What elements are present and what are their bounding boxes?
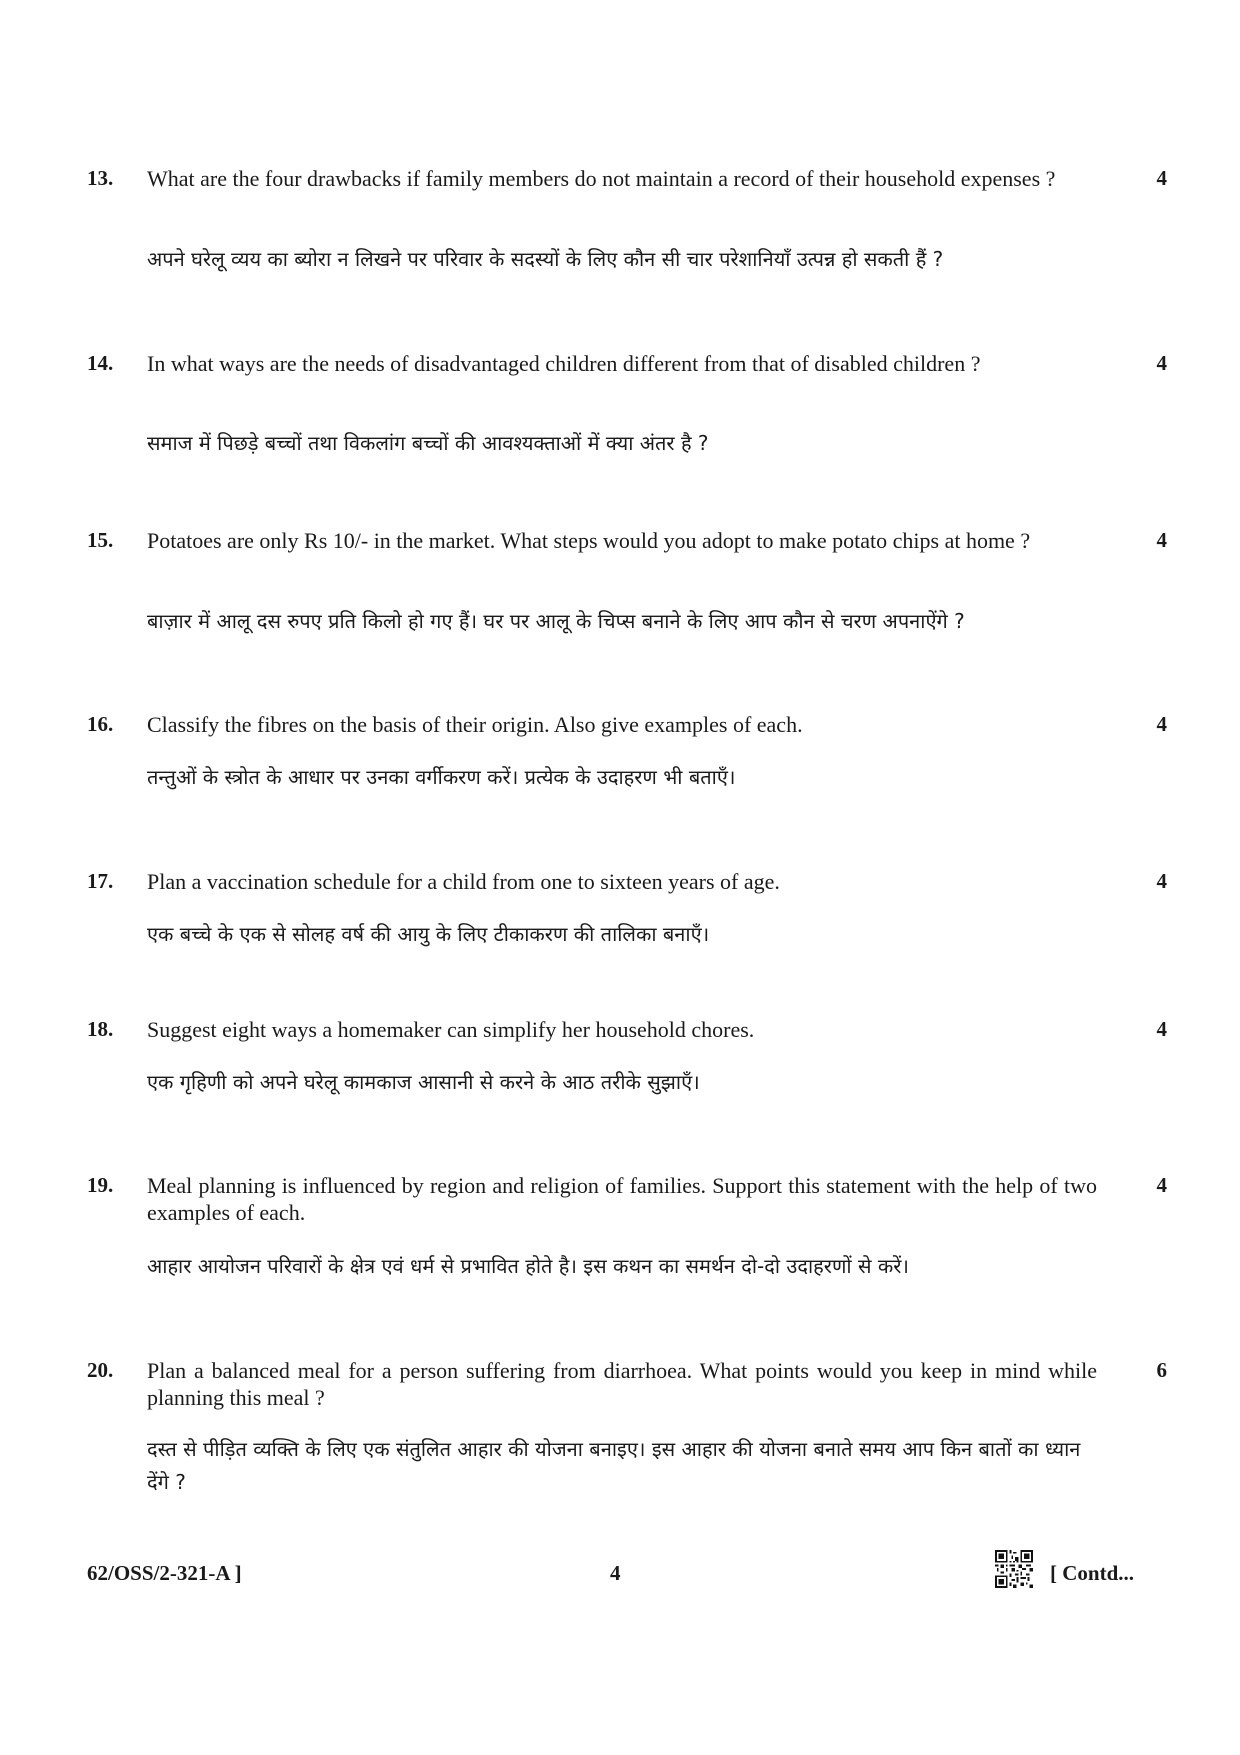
question-text-english: Potatoes are only Rs 10/- in the market. What steps would you adopt to make potato chips at home ? xyxy=(147,528,1031,553)
question-number: 20. xyxy=(87,1358,114,1382)
paper-code: 62/OSS/2-321-A ] xyxy=(87,1561,242,1585)
question-text-hindi: एक बच्चे के एक से सोलह वर्ष की आयु के लिए टीकाकरण की तालिका बनाएँ। xyxy=(147,922,710,946)
question-number: 18. xyxy=(87,1017,114,1041)
question-marks: 4 xyxy=(1156,712,1167,736)
question-marks: 4 xyxy=(1156,1173,1167,1197)
question-number: 15. xyxy=(87,528,114,552)
question-text-english: Suggest eight ways a homemaker can simplify her household chores. xyxy=(147,1017,755,1042)
question-text-hindi: बाज़ार में आलू दस रुपए प्रति किलो हो गए हैं। घर पर आलू के चिप्स बनाने के लिए आप कौन से चरण अपनाऐंगे ? xyxy=(147,609,965,633)
question-marks: 4 xyxy=(1156,1017,1167,1041)
question-text-english: What are the four drawbacks if family members do not maintain a record of their household expenses ? xyxy=(147,166,1056,191)
question-text-english: Plan a vaccination schedule for a child from one to sixteen years of age. xyxy=(147,869,780,894)
question-text-english: Plan a balanced meal for a person suffering from diarrhoea. What points would you keep in mind while planning this meal ? xyxy=(147,1358,1097,1410)
question-text-english: Classify the fibres on the basis of their origin. Also give examples of each. xyxy=(147,712,803,737)
page-number: 4 xyxy=(610,1561,621,1585)
question-marks: 4 xyxy=(1156,166,1167,190)
question-number: 17. xyxy=(87,869,114,893)
question-number: 16. xyxy=(87,712,114,736)
question-text-english: Meal planning is influenced by region and religion of families. Support this statement with the help of two examples of each. xyxy=(147,1173,1097,1225)
qr-code-icon xyxy=(995,1550,1033,1588)
question-marks: 4 xyxy=(1156,351,1167,375)
question-text-hindi: समाज में पिछड़े बच्चों तथा विकलांग बच्चों की आवश्यक्ताओं में क्या अंतर है ? xyxy=(147,431,709,455)
question-text-hindi: दस्त से पीड़ित व्यक्ति के लिए एक संतुलित आहार की योजना बनाइए। इस आहार की योजना बनाते समय आप किन बातों का ध्यान देंगे ? xyxy=(147,1437,1081,1494)
question-text-english: In what ways are the needs of disadvantaged children different from that of disabled children ? xyxy=(147,351,981,376)
question-number: 14. xyxy=(87,351,114,375)
question-text-hindi: तन्तुओं के स्त्रोत के आधार पर उनका वर्गीकरण करें। प्रत्येक के उदाहरण भी बताएँ। xyxy=(147,765,736,789)
question-number: 19. xyxy=(87,1173,114,1197)
continued-marker: [ Contd... xyxy=(1050,1561,1135,1585)
question-marks: 4 xyxy=(1156,869,1167,893)
question-text-hindi: एक गृहिणी को अपने घरेलू कामकाज आसानी से करने के आठ तरीके सुझाएँ। xyxy=(147,1070,700,1094)
question-text-hindi: आहार आयोजन परिवारों के क्षेत्र एवं धर्म से प्रभावित होते है। इस कथन का समर्थन दो-दो उदाहरणों से करें। xyxy=(147,1254,909,1278)
question-text-hindi: अपने घरेलू व्यय का ब्योरा न लिखने पर परिवार के सदस्यों के लिए कौन सी चार परेशानियाँ उत्पन्न हो सकती हैं ? xyxy=(147,247,944,271)
question-number: 13. xyxy=(87,166,114,190)
question-marks: 4 xyxy=(1156,528,1167,552)
question-marks: 6 xyxy=(1156,1358,1167,1382)
